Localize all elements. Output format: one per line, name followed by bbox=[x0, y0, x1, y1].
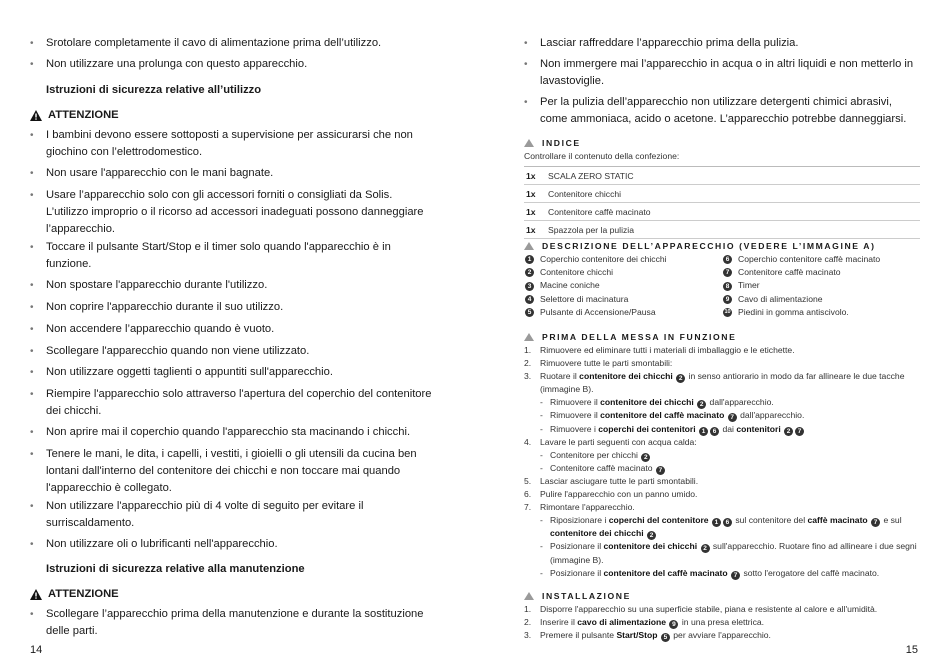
number-badge-icon: 7 bbox=[731, 571, 740, 580]
bullet-item: • Lasciar raffreddare l’apparecchio prima della pulizia. bbox=[540, 35, 920, 52]
list-item: 10 Piedini in gomma antiscivolo. bbox=[724, 306, 849, 317]
number-badge-icon: 2 bbox=[784, 427, 793, 436]
list-item: 8 Timer bbox=[722, 279, 880, 292]
section-heading-maintenance: Istruzioni di sicurezza relative alla manutenzione bbox=[46, 563, 305, 575]
page-number: 15 bbox=[905, 644, 918, 656]
table-row: 1x SCALA ZERO STATIC bbox=[524, 167, 920, 185]
list-item: - Rimuovere il contenitore del caffè macinato 7 dall'apparecchio. bbox=[524, 409, 924, 422]
triangle-icon bbox=[524, 242, 534, 250]
bullet-item: • Non utilizzare una prolunga con questo apparecchio. bbox=[46, 56, 436, 73]
list-item: 2. Rimuovere tutte le parti smontabili: bbox=[524, 358, 673, 369]
number-badge-icon: 6 bbox=[710, 427, 719, 436]
list-item: 5. Lasciar asciugare tutte le parti smontabili. bbox=[524, 475, 699, 486]
bullet-item: • Non immergere mai l’apparecchio in acqua o in altri liquidi e non metterlo in lavastoviglie. bbox=[540, 56, 920, 90]
list-item: 4. Lavare le parti seguenti con acqua calda: bbox=[524, 436, 697, 447]
table-row: 1x Contenitore caffè macinato bbox=[524, 203, 920, 221]
number-badge-icon: 2 bbox=[647, 531, 656, 540]
section-title-first-use: PRIMA DELLA MESSA IN FUNZIONE bbox=[524, 332, 736, 342]
number-badge-icon: 2 bbox=[676, 374, 685, 383]
bullet-item: • Scollegare l’apparecchio prima della manutenzione e durante la sostituzione delle parti. bbox=[46, 606, 436, 640]
section-heading-use: Istruzioni di sicurezza relative all’utilizzo bbox=[46, 84, 262, 96]
list-item: 2. Inserire il cavo di alimentazione 9 in una presa elettrica. bbox=[524, 617, 765, 629]
list-item: 7 Contenitore caffè macinato bbox=[722, 266, 880, 279]
bullet-item: • Non accendere l’apparecchio quando è vuoto. bbox=[46, 321, 436, 338]
number-badge-icon: 1 bbox=[712, 518, 721, 527]
warning-label: ATTENZIONE bbox=[48, 109, 119, 121]
description-list-2 bbox=[722, 253, 880, 319]
number-badge-icon: 7 bbox=[728, 413, 737, 422]
list-item: - Posizionare il contenitore del caffè macinato 7 sotto l'erogatore del caffè macinato. bbox=[524, 567, 924, 580]
number-badge-icon: 7 bbox=[656, 466, 665, 475]
list-item: 4 Selettore di macinatura bbox=[524, 293, 667, 306]
table-row: 1x Contenitore chicchi bbox=[524, 185, 920, 203]
bullet-item: • Per la pulizia dell’apparecchio non utilizzare detergenti chimici abrasivi, come ammoniaca, acido o acetone. L’apparecchio potrebbe danneggiarsi. bbox=[540, 94, 920, 128]
warning-header bbox=[30, 109, 119, 121]
number-badge-icon: 2 bbox=[641, 453, 650, 462]
list-item: 9 Cavo di alimentazione bbox=[722, 293, 880, 306]
number-badge-icon: 7 bbox=[795, 427, 804, 436]
list-item: 2 Contenitore chicchi bbox=[524, 266, 667, 279]
warning-icon bbox=[30, 589, 42, 600]
bullet-item: • Non utilizzare oggetti taglienti o appuntiti sull'apparecchio. bbox=[46, 364, 436, 381]
warning-label: ATTENZIONE bbox=[48, 588, 119, 600]
description-list-1 bbox=[524, 253, 667, 319]
list-item: 3 Macine coniche bbox=[524, 279, 667, 292]
list-item: 1. Rimuovere ed eliminare tutti i materiali di imballaggio e le etichette. bbox=[524, 345, 795, 355]
list-item: 5 Pulsante di Accensione/Pausa bbox=[524, 306, 667, 319]
number-badge-icon: 1 bbox=[699, 427, 708, 436]
list-item: 3. Premere il pulsante Start/Stop 5 per avviare l'apparecchio. bbox=[524, 630, 771, 642]
triangle-icon bbox=[524, 139, 534, 147]
list-item: 6 Coperchio contenitore caffè macinato bbox=[722, 253, 880, 266]
bullet-item: • Non aprire mai il coperchio quando l'apparecchio sta macinando i chicchi. bbox=[46, 424, 436, 441]
list-item: 1. Disporre l'apparecchio su una superficie stabile, piana e resistente al calore e all'umidità. bbox=[524, 604, 878, 614]
bullet-item: • Riempire l'apparecchio solo attraverso l'apertura del coperchio del contenitore dei chicchi. bbox=[46, 386, 436, 420]
list-item: - Rimuovere i coperchi dei contenitori 1 6 dai contenitori 2 7 bbox=[524, 423, 924, 436]
list-item: - Contenitore per chicchi 2 bbox=[524, 449, 924, 462]
bullet-item: • Non spostare l'apparecchio durante l'utilizzo. bbox=[46, 277, 436, 294]
list-item: - Posizionare il contenitore dei chicchi 2 sull'apparecchio. Ruotare fino ad allineare i due segni (immagine B). bbox=[524, 540, 924, 566]
bullet-item: • Usare l’apparecchio solo con gli accessori forniti o consigliati da Solis. L’utilizzo improprio o il ricorso ad accessori inadeguati possono danneggiare l’apparecchio. bbox=[46, 187, 436, 238]
bullet-item: • Non usare l'apparecchio con le mani bagnate. bbox=[46, 165, 436, 182]
triangle-icon bbox=[524, 333, 534, 341]
contents-table bbox=[524, 166, 920, 239]
warning-icon bbox=[30, 110, 42, 121]
first-use-steps bbox=[524, 344, 924, 580]
number-badge-icon: 2 bbox=[697, 400, 706, 409]
number-badge-icon: 5 bbox=[661, 633, 670, 642]
bullet-item: • Scollegare l'apparecchio quando non viene utilizzato. bbox=[46, 343, 436, 360]
number-badge-icon: 7 bbox=[871, 518, 880, 527]
bullet-item: • Non utilizzare l'apparecchio più di 4 volte di seguito per evitare il surriscaldamento. bbox=[46, 498, 436, 532]
list-item: 1 Coperchio contenitore dei chicchi bbox=[524, 253, 667, 266]
left-page bbox=[0, 0, 470, 660]
section-title-index: INDICE bbox=[524, 138, 581, 148]
section-title-installation: INSTALLAZIONE bbox=[524, 591, 631, 601]
installation-steps bbox=[524, 603, 924, 642]
index-intro: Controllare il contenuto della confezione: bbox=[524, 151, 680, 161]
list-item: - Rimuovere il contenitore dei chicchi 2 dall'apparecchio. bbox=[524, 396, 924, 409]
table-row: 1x Spazzola per la pulizia bbox=[524, 221, 920, 239]
right-page bbox=[480, 0, 950, 660]
page-number: 14 bbox=[30, 644, 43, 656]
bullet-item: • Tenere le mani, le dita, i capelli, i vestiti, i gioielli o gli utensili da cucina ben lontani dall'interno del contenitore dei chicchi e non toccare mai quando l'apparecchio è collegato. bbox=[46, 446, 436, 497]
bullet-item: • I bambini devono essere sottoposti a supervisione per assicurarsi che non giochino con l’elettrodomestico. bbox=[46, 127, 436, 161]
bullet-item: • Toccare il pulsante Start/Stop e il timer solo quando l'apparecchio è in funzione. bbox=[46, 239, 436, 273]
list-item: 7. Rimontare l'apparecchio. bbox=[524, 502, 635, 513]
number-badge-icon: 2 bbox=[701, 544, 710, 553]
triangle-icon bbox=[524, 592, 534, 600]
list-item: 3. Ruotare il contenitore dei chicchi 2 in senso antiorario in modo da far allineare le due tacche (immagine B). bbox=[524, 371, 905, 395]
list-item: 6. Pulire l'apparecchio con un panno umido. bbox=[524, 489, 698, 500]
section-title-description: DESCRIZIONE DELL’APPARECCHIO (VEDERE L’IMMAGINE A) bbox=[524, 241, 876, 251]
number-badge-icon: 6 bbox=[723, 518, 732, 527]
warning-header bbox=[30, 588, 119, 600]
bullet-item: • Srotolare completamente il cavo di alimentazione prima dell’utilizzo. bbox=[46, 35, 436, 52]
bullet-item: • Non utilizzare oli o lubrificanti nell'apparecchio. bbox=[46, 536, 436, 553]
list-item: - Riposizionare i coperchi del contenitore 1 6 sul contenitore del caffè macinato 7 e sul contenitore dei chicchi 2 bbox=[524, 514, 924, 540]
list-item: - Contenitore caffè macinato 7 bbox=[524, 462, 924, 475]
bullet-item: • Non coprire l'apparecchio durante il suo utilizzo. bbox=[46, 299, 436, 316]
number-badge-icon: 9 bbox=[669, 620, 678, 629]
